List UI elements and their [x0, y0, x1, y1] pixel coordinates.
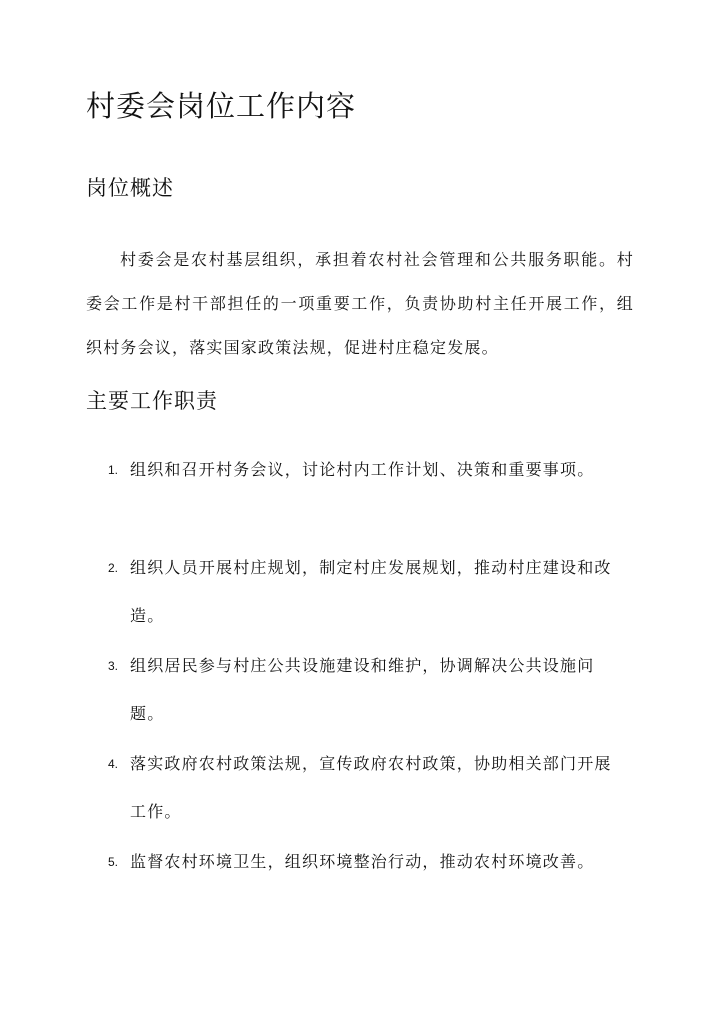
list-item — [86, 446, 634, 544]
list-item — [86, 642, 634, 740]
list-item-text: 组织居民参与村庄公共设施建设和维护，协调解决公共设施问题。 — [130, 656, 595, 723]
list-item-number: 1. — [108, 463, 119, 477]
list-item-number: 3. — [108, 659, 119, 673]
overview-paragraph: 村委会是农村基层组织，承担着农村社会管理和公共服务职能。村委会工作是村干部担任的一项重要工作，负责协助村主任开展工作，组织村务会议，落实国家政策法规，促进村庄稳定发展。 — [86, 250, 634, 357]
list-item — [86, 740, 634, 838]
section-heading-overview: 岗位概述 — [86, 176, 174, 200]
list-item-text: 落实政府农村政策法规，宣传政府农村政策，协助相关部门开展工作。 — [130, 754, 612, 821]
list-item-text: 组织人员开展村庄规划，制定村庄发展规划，推动村庄建设和改造。 — [130, 558, 612, 625]
document-title: 村委会岗位工作内容 — [86, 89, 357, 123]
list-item-text: 监督农村环境卫生，组织环境整治行动，推动农村环境改善。 — [130, 852, 595, 871]
list-item-number: 5. — [108, 855, 119, 869]
section-heading-duties: 主要工作职责 — [86, 389, 218, 413]
list-item-number: 2. — [108, 561, 119, 575]
list-item — [86, 544, 634, 642]
duties-list — [86, 446, 634, 936]
list-item-text: 组织和召开村务会议，讨论村内工作计划、决策和重要事项。 — [130, 460, 595, 479]
list-item — [86, 838, 634, 936]
list-item-number: 4. — [108, 757, 119, 771]
